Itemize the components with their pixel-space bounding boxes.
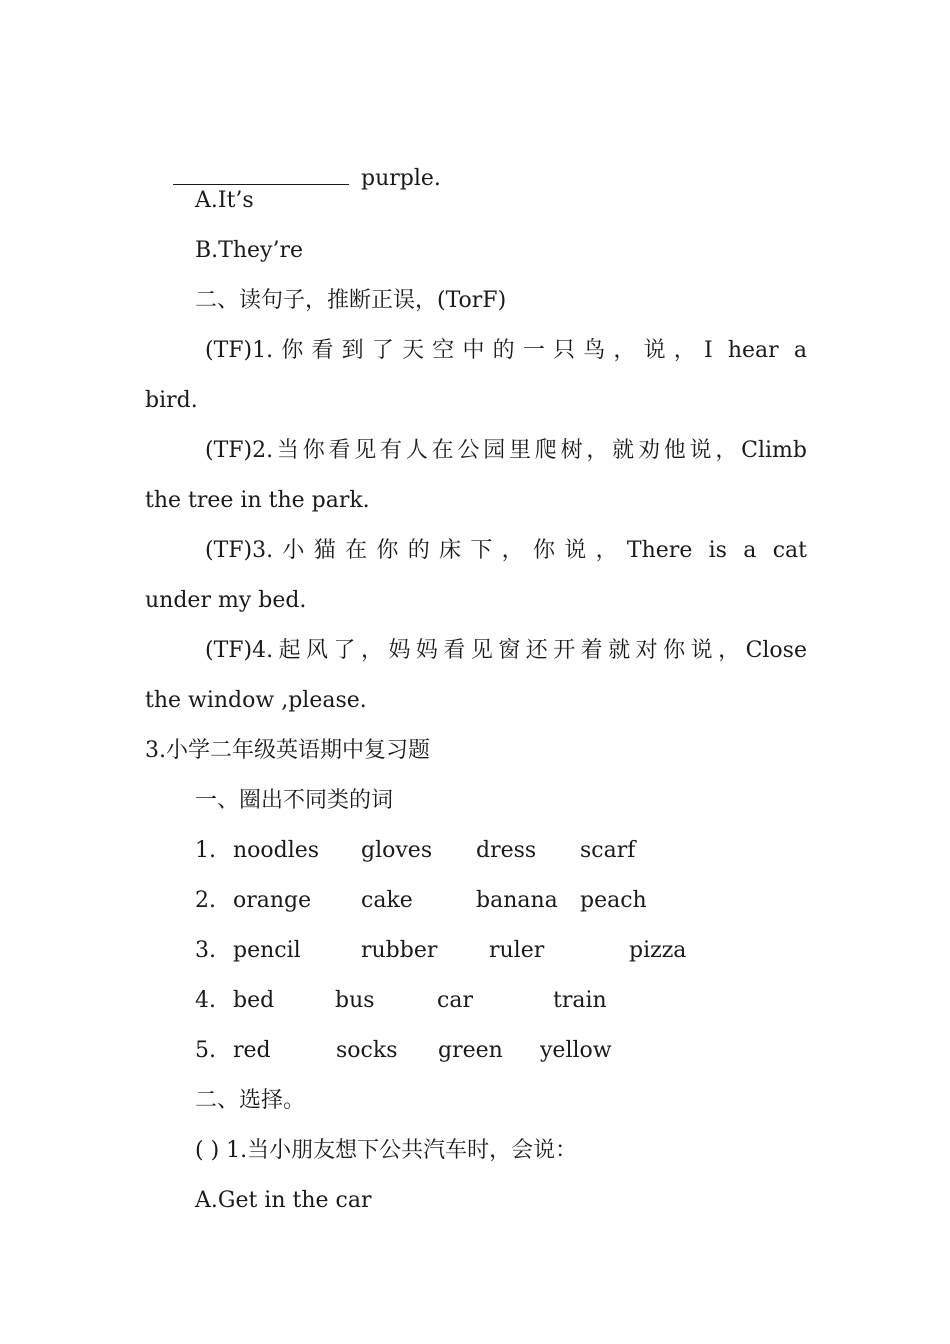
word: green xyxy=(438,1038,503,1063)
section-heading-choice: 二、选择。 xyxy=(195,1088,306,1113)
word: rubber xyxy=(361,938,438,963)
tf-item-text: 你看到了天空中的一只鸟，说，I hear a xyxy=(273,338,807,363)
tf-item-2 xyxy=(205,437,807,487)
word: yellow xyxy=(540,1038,612,1063)
word: pizza xyxy=(629,938,687,963)
tf-item-4 xyxy=(205,637,807,687)
row-number: 5. xyxy=(195,1038,216,1063)
tf-item-prefix: (TF)4. xyxy=(205,638,274,663)
part-3-title: 3.小学二年级英语期中复习题 xyxy=(145,738,430,763)
word-row-5 xyxy=(195,1037,807,1087)
tf-item-2-continued: the tree in the park. xyxy=(145,488,370,513)
section-heading-odd-one-out: 一、圈出不同类的词 xyxy=(195,788,394,813)
tf-item-text: 起风了，妈妈看见窗还开着就对你说，Close xyxy=(273,638,807,663)
tf-item-prefix: (TF)2. xyxy=(205,438,274,463)
tf-item-text: 小猫在你的床下，你说，There is a cat xyxy=(273,538,807,563)
tf-item-text: 当你看见有人在公园里爬树，就劝他说，Climb xyxy=(273,438,807,463)
tf-item-3 xyxy=(205,537,807,587)
word: banana xyxy=(476,888,558,913)
word: cake xyxy=(361,888,413,913)
word: ruler xyxy=(489,938,545,963)
word: bed xyxy=(233,988,275,1013)
tf-item-3-continued: under my bed. xyxy=(145,588,307,613)
tf-item-1-continued: bird. xyxy=(145,388,198,413)
choice-question-1: ( ) 1.当小朋友想下公共汽车时，会说： xyxy=(195,1138,578,1163)
fill-blank-sentence xyxy=(145,137,807,191)
choice-option-a: A.Get in the car xyxy=(195,1188,372,1213)
word: pencil xyxy=(233,938,301,963)
word: peach xyxy=(580,888,647,913)
tf-item-prefix: (TF)1. xyxy=(205,338,274,363)
option-b: B.They’re xyxy=(195,238,303,263)
fill-blank-text: purple. xyxy=(360,166,441,191)
word: train xyxy=(553,988,607,1013)
section-heading-true-false: 二、读句子，推断正误，(TorF) xyxy=(195,288,507,313)
tf-item-1 xyxy=(205,337,807,387)
word: bus xyxy=(335,988,375,1013)
word: socks xyxy=(336,1038,398,1063)
word: noodles xyxy=(233,838,320,863)
row-number: 2. xyxy=(195,888,216,913)
row-number: 3. xyxy=(195,938,216,963)
word-row-1 xyxy=(195,837,807,887)
word-row-2 xyxy=(195,887,807,937)
word: car xyxy=(437,988,473,1013)
word-row-4 xyxy=(195,987,807,1037)
word: scarf xyxy=(580,838,636,863)
word: orange xyxy=(233,888,312,913)
answer-blank xyxy=(173,166,349,185)
tf-item-4-continued: the window ,please. xyxy=(145,688,367,713)
word: red xyxy=(233,1038,271,1063)
word: gloves xyxy=(361,838,433,863)
option-a: A.It’s xyxy=(195,188,254,213)
row-number: 4. xyxy=(195,988,216,1013)
word: dress xyxy=(476,838,537,863)
row-number: 1. xyxy=(195,838,216,863)
word-row-3 xyxy=(195,937,807,987)
tf-item-prefix: (TF)3. xyxy=(205,538,274,563)
